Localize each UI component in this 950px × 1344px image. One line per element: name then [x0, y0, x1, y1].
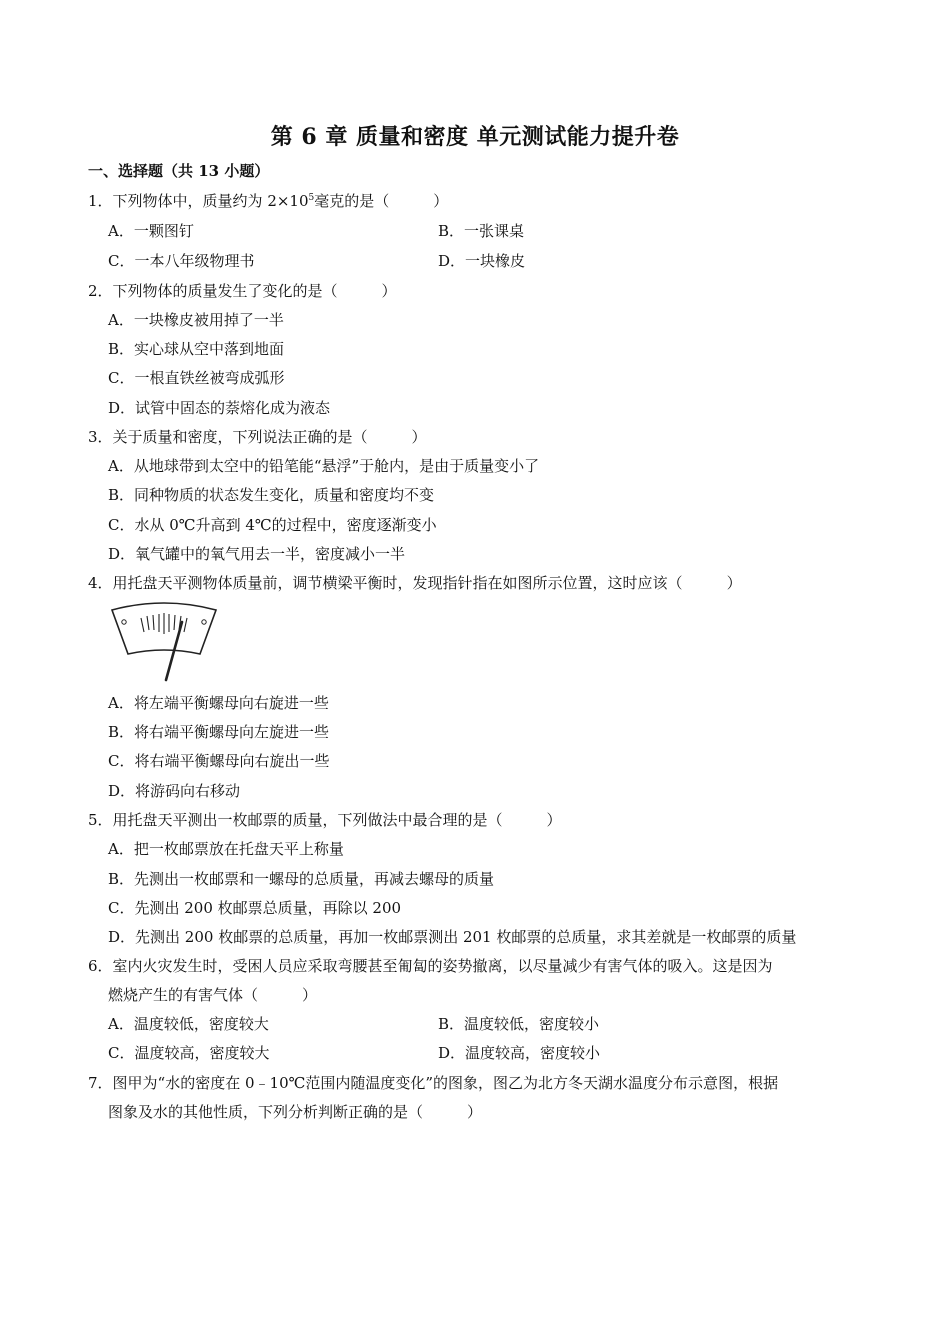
question-5-paren-close: ） — [546, 811, 562, 829]
question-1-paren-close: ） — [433, 192, 449, 210]
section-heading: 一、选择题（共 13 小题） — [88, 162, 270, 180]
question-6-option-d: D．温度较高，密度较小 — [438, 1044, 601, 1062]
question-1-option-c: C．一本八年级物理书 — [108, 252, 255, 270]
question-5-option-b: B．先测出一枚邮票和一螺母的总质量，再减去螺母的质量 — [108, 870, 495, 888]
page-title: 第 6 章 质量和密度 单元测试能力提升卷 — [270, 124, 680, 150]
question-6-text: 燃烧产生的有害气体（ — [108, 986, 259, 1004]
question-5-option-c: C．先测出 200 枚邮票总质量，再除以 200 — [108, 899, 402, 917]
question-3-stem — [88, 426, 427, 447]
question-4-text: 4．用托盘天平测物体质量前，调节横梁平衡时，发现指针指在如图所示位置，这时应该（ — [88, 574, 683, 592]
question-7-paren-close: ） — [467, 1103, 483, 1121]
question-6-stem-line1: 6．室内火灾发生时，受困人员应采取弯腰甚至匍匐的姿势撤离，以尽量减少有害气体的吸入。这是因为 — [88, 957, 773, 975]
balance-scale-figure — [108, 598, 220, 686]
question-1-exponent: 5 — [308, 193, 315, 203]
question-1-option-a: A．一颗图钉 — [108, 222, 194, 240]
question-4-stem — [88, 572, 742, 593]
question-3-text: 3．关于质量和密度，下列说法正确的是（ — [88, 428, 368, 446]
question-6-stem-line2 — [108, 984, 317, 1005]
question-3-paren-close: ） — [411, 428, 427, 446]
question-2-option-c: C．一根直铁丝被弯成弧形 — [108, 369, 285, 387]
question-5-text: 5．用托盘天平测出一枚邮票的质量，下列做法中最合理的是（ — [88, 811, 503, 829]
right-screw-icon — [202, 620, 206, 624]
question-1-text-end: 毫克的是（ — [314, 192, 390, 210]
question-3-option-d: D．氧气罐中的氧气用去一半，密度减小一半 — [108, 545, 406, 563]
question-6-paren-close: ） — [302, 986, 318, 1004]
question-5-stem — [88, 809, 562, 830]
question-4-paren-close: ） — [726, 574, 742, 592]
question-6-option-c: C．温度较高，密度较大 — [108, 1044, 270, 1062]
question-2-paren-close: ） — [381, 282, 397, 300]
left-screw-icon — [122, 620, 126, 624]
question-2-stem — [88, 280, 397, 301]
question-4-option-c: C．将右端平衡螺母向右旋出一些 — [108, 752, 330, 770]
question-6-option-b: B．温度较低，密度较小 — [438, 1015, 600, 1033]
question-1-stem — [88, 190, 448, 211]
question-6-option-a: A．温度较低，密度较大 — [108, 1015, 269, 1033]
question-1-option-d: D．一块橡皮 — [438, 252, 526, 270]
question-4-option-d: D．将游码向右移动 — [108, 782, 241, 800]
question-3-option-b: B．同种物质的状态发生变化，质量和密度均不变 — [108, 486, 435, 504]
question-2-option-b: B．实心球从空中落到地面 — [108, 340, 285, 358]
question-7-text: 图象及水的其他性质，下列分析判断正确的是（ — [108, 1103, 424, 1121]
question-2-option-a: A．一块橡皮被用掉了一半 — [108, 311, 284, 329]
question-3-option-c: C．水从 0℃升高到 4℃的过程中，密度逐渐变小 — [108, 516, 437, 534]
question-1-option-b: B．一张课桌 — [438, 222, 525, 240]
question-5-option-a: A．把一枚邮票放在托盘天平上称量 — [108, 840, 344, 858]
question-5-option-d: D．先测出 200 枚邮票的总质量，再加一枚邮票测出 201 枚邮票的总质量，求其差就是一枚邮票的质量 — [108, 928, 797, 946]
question-2-option-d: D．试管中固态的萘熔化成为液态 — [108, 399, 331, 417]
question-1-text: 1．下列物体中，质量约为 2×10 — [88, 192, 309, 210]
question-2-text: 2．下列物体的质量发生了变化的是（ — [88, 282, 338, 300]
question-4-option-b: B．将右端平衡螺母向左旋进一些 — [108, 723, 330, 741]
question-4-option-a: A．将左端平衡螺母向右旋进一些 — [108, 694, 329, 712]
question-7-stem-line1: 7．图甲为“水的密度在 0﹣10℃范围内随温度变化”的图象，图乙为北方冬天湖水温度分布示意图，根据 — [88, 1074, 779, 1092]
question-7-stem-line2 — [108, 1101, 482, 1122]
question-3-option-a: A．从地球带到太空中的铅笔能“悬浮”于舱内，是由于质量变小了 — [108, 457, 540, 475]
